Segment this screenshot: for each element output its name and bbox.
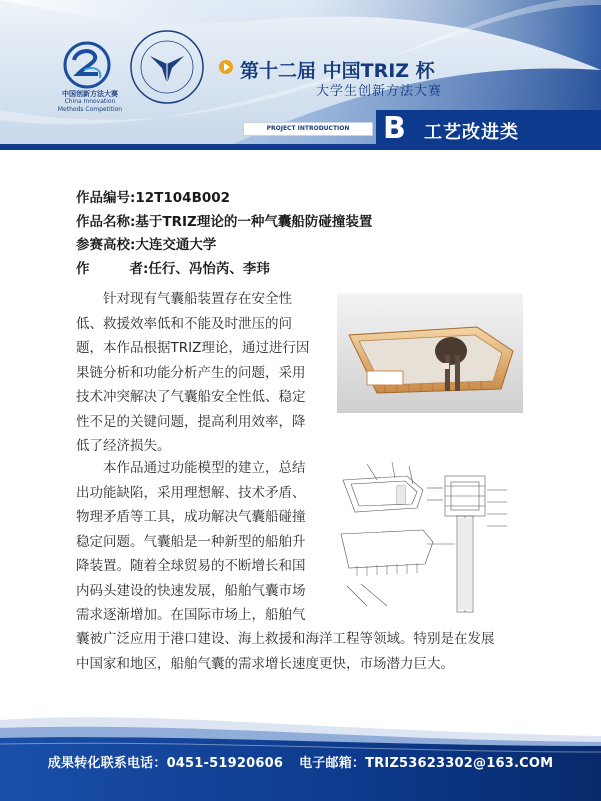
- paragraph-2: [76, 456, 306, 628]
- project-school: 参赛高校:大连交通大学: [76, 237, 217, 253]
- project-name: 作品名称:基于TRIZ理论的一种气囊船防碰撞装置: [76, 213, 373, 230]
- play-icon: [219, 60, 233, 74]
- page-header: [0, 0, 601, 150]
- technical-diagram-image: [337, 456, 523, 616]
- paragraph-1: [76, 287, 309, 459]
- author-label-part2: 者:任行、冯怡芮、李玮: [129, 260, 270, 277]
- project-id: 作品编号:12T104B002: [76, 190, 231, 206]
- cimc-caption-en-2: Methods Competition: [57, 106, 123, 113]
- paragraph-line: 果链分析和功能分析产生的问题，采用: [76, 364, 306, 381]
- cimc-caption-en-1: China Innovation: [64, 98, 116, 105]
- project-meta: [76, 187, 372, 281]
- project-authors: [76, 258, 372, 282]
- paragraph-line: 内码头建设的快速发展，船舶气囊市场: [76, 582, 306, 599]
- category-title: 工艺改进类: [424, 122, 519, 143]
- paragraph-line: 需求逐渐增加。在国际市场上，船舶气: [76, 607, 306, 623]
- paragraph-line: 性不足的关键问题，提高利用效率，降: [76, 413, 306, 430]
- paragraph-line: 出功能缺陷，采用理想解、技术矛盾、: [76, 484, 306, 501]
- paragraph-line: 低了经济损失。: [76, 438, 171, 454]
- paragraph-line: 降装置。随着全球贸易的不断增长和国: [76, 558, 306, 574]
- cimc-logo: [62, 40, 112, 90]
- footer-contact: [0, 752, 601, 771]
- paragraph-line: 物理矛盾等工具，成功解决气囊船碰撞: [76, 509, 306, 525]
- header-subtitle: 大学生创新方法大赛: [316, 84, 443, 99]
- competition-seal-logo: [128, 28, 206, 106]
- project-introduction-label: PROJECT INTRODUCTION: [243, 122, 373, 136]
- paragraph-line: 中国家和地区，船舶气囊的需求增长速度更快，市场潜力巨大。: [76, 655, 454, 672]
- cimc-logo-caption: [52, 90, 128, 114]
- footer-wave-graphic: [0, 700, 601, 801]
- header-title: 第十二届 中国TRIZ 杯: [240, 60, 435, 82]
- paragraph-line: 低、救援效率低和不能及时泄压的问: [76, 315, 292, 332]
- paragraph-line: 稳定问题。气囊船是一种新型的船舶升: [76, 533, 306, 550]
- paragraph-line: 题，本作品根据TRIZ理论，通过进行因: [76, 340, 310, 356]
- paragraph-line: 囊被广泛应用于港口建设、海上救援和海洋工程等领域。特别是在发展: [76, 631, 495, 647]
- paragraph-line: 针对现有气囊船装置存在安全性: [76, 291, 292, 307]
- category-letter: B: [383, 111, 406, 146]
- footer-email: 电子邮箱：TRIZ53623302@163.COM: [299, 756, 554, 771]
- cimc-caption-cn: 中国创新方法大赛: [62, 90, 118, 98]
- paragraph-line: 本作品通过功能模型的建立，总结: [76, 460, 306, 476]
- paragraph-3: [76, 627, 495, 676]
- footer-phone: 成果转化联系电话：0451-51920606: [47, 756, 284, 771]
- author-label-part1: 作: [76, 260, 90, 277]
- airbag-boat-render-image: [337, 293, 523, 413]
- paragraph-line: 技术冲突解决了气囊船安全性低、稳定: [76, 389, 306, 405]
